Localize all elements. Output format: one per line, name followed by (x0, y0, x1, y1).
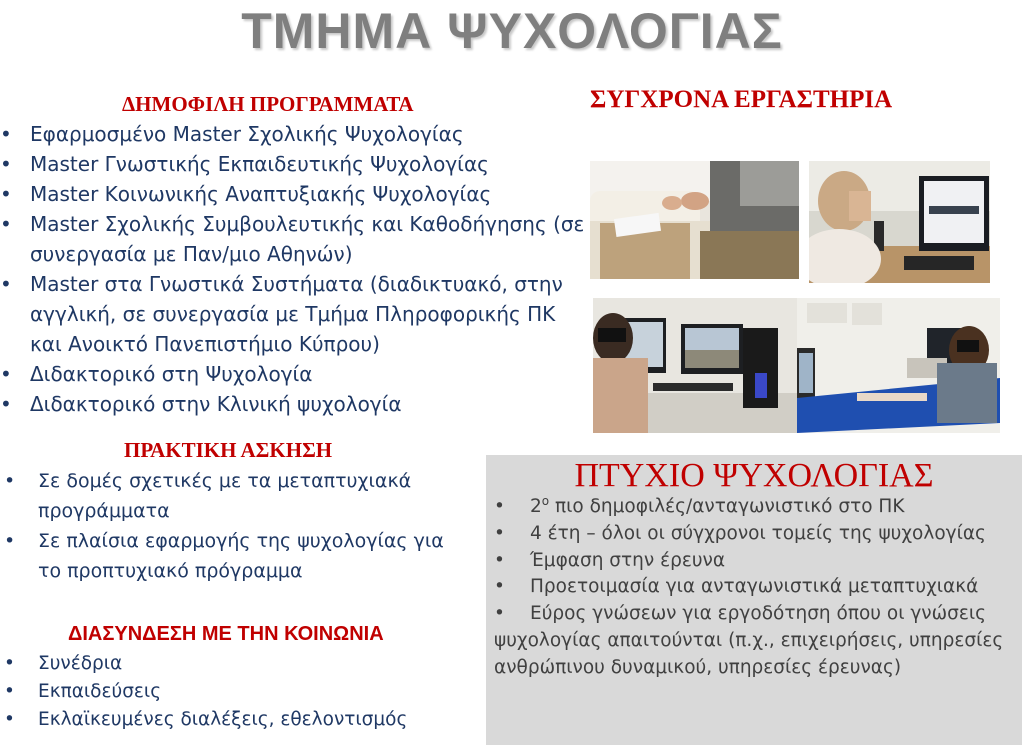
list-item: • Συνέδρια (4, 653, 123, 674)
programs-list (0, 119, 590, 419)
counseling-session-photo (590, 161, 799, 279)
list-item: • Έμφαση στην έρευνα (494, 549, 726, 571)
list-item: • Εφαρμοσμένο Master Σχολικής Ψυχολογίας (0, 122, 464, 146)
list-item: • Σε δομές σχετικές με τα μεταπτυχιακά προγράμματα (4, 470, 412, 522)
degree-heading: ΠΤΥΧΙΟ ΨΥΧΟΛΟΓΙΑΣ (574, 457, 934, 494)
society-list (0, 650, 470, 734)
list-item: • Σε πλαίσια εφαρμογής της ψυχολογίας για το προπτυχιακό πρόγραμμα (4, 530, 444, 582)
list-item: • Master Γνωστικής Εκπαιδευτικής Ψυχολογίας (0, 152, 489, 176)
list-item: • Master στα Γνωστικά Συστήματα (διαδικτυακό, στην αγγλική, σε συνεργασία με Τμήμα Πληροφορικής ΠΚ και Ανοικτό Πανεπιστήμιο Κύπρου) (0, 272, 563, 356)
labs-heading: ΣΥΓΧΡΟΝΑ ΕΡΓΑΣΤΗΡΙΑ (590, 86, 893, 113)
computer-experiment-photo (809, 161, 990, 283)
headset-lab-photo (797, 298, 1000, 433)
programs-heading: ΔΗΜΟΦΙΛΗ ΠΡΟΓΡΑΜΜΑΤΑ (122, 92, 414, 116)
page-title: ΤΜΗΜΑ ΨΥΧΟΛΟΓΙΑΣ (241, 3, 783, 59)
degree-box (486, 455, 1022, 745)
practice-list (0, 466, 470, 586)
list-item: • Διδακτορικό στην Κλινική ψυχολογία (0, 392, 402, 416)
degree-list (494, 494, 1018, 682)
list-item: • Εύρος γνώσεων για εργοδότηση όπου οι γνώσεις ψυχολογίας απαιτούνται (π.χ., επιχειρήσεις, υπηρεσίες ανθρώπινου δυναμικού, υπηρεσίες έρευνας) (494, 603, 1004, 678)
list-item: • Εκλαϊκευμένες διαλέξεις, εθελοντισμός (4, 709, 408, 730)
list-item: • Εκπαιδεύσεις (4, 681, 162, 702)
list-item: • Master Κοινωνικής Αναπτυξιακής Ψυχολογίας (0, 182, 492, 206)
list-item: • Master Σχολικής Συμβουλευτικής και Καθοδήγησης (σε συνεργασία με Παν/μιο Αθηνών) (0, 212, 585, 266)
list-item: • 4 έτη – όλοι οι σύγχρονοι τομείς της ψυχολογίας (494, 522, 986, 544)
vr-lab-photo (593, 298, 798, 433)
society-heading: ΔΙΑΣΥΝΔΕΣΗ ΜΕ ΤΗΝ ΚΟΙΝΩΝΙΑ (68, 623, 384, 645)
list-item: • Προετοιμασία για ανταγωνιστικά μεταπτυχιακά (494, 576, 979, 598)
list-item: • $2^o$ πιο δημοφιλές/ανταγωνιστικό στο ΠΚ (494, 493, 905, 517)
list-item: • Διδακτορικό στη Ψυχολογία (0, 362, 313, 386)
practice-heading: ΠΡΑΚΤΙΚΗ ΑΣΚΗΣΗ (124, 438, 333, 462)
